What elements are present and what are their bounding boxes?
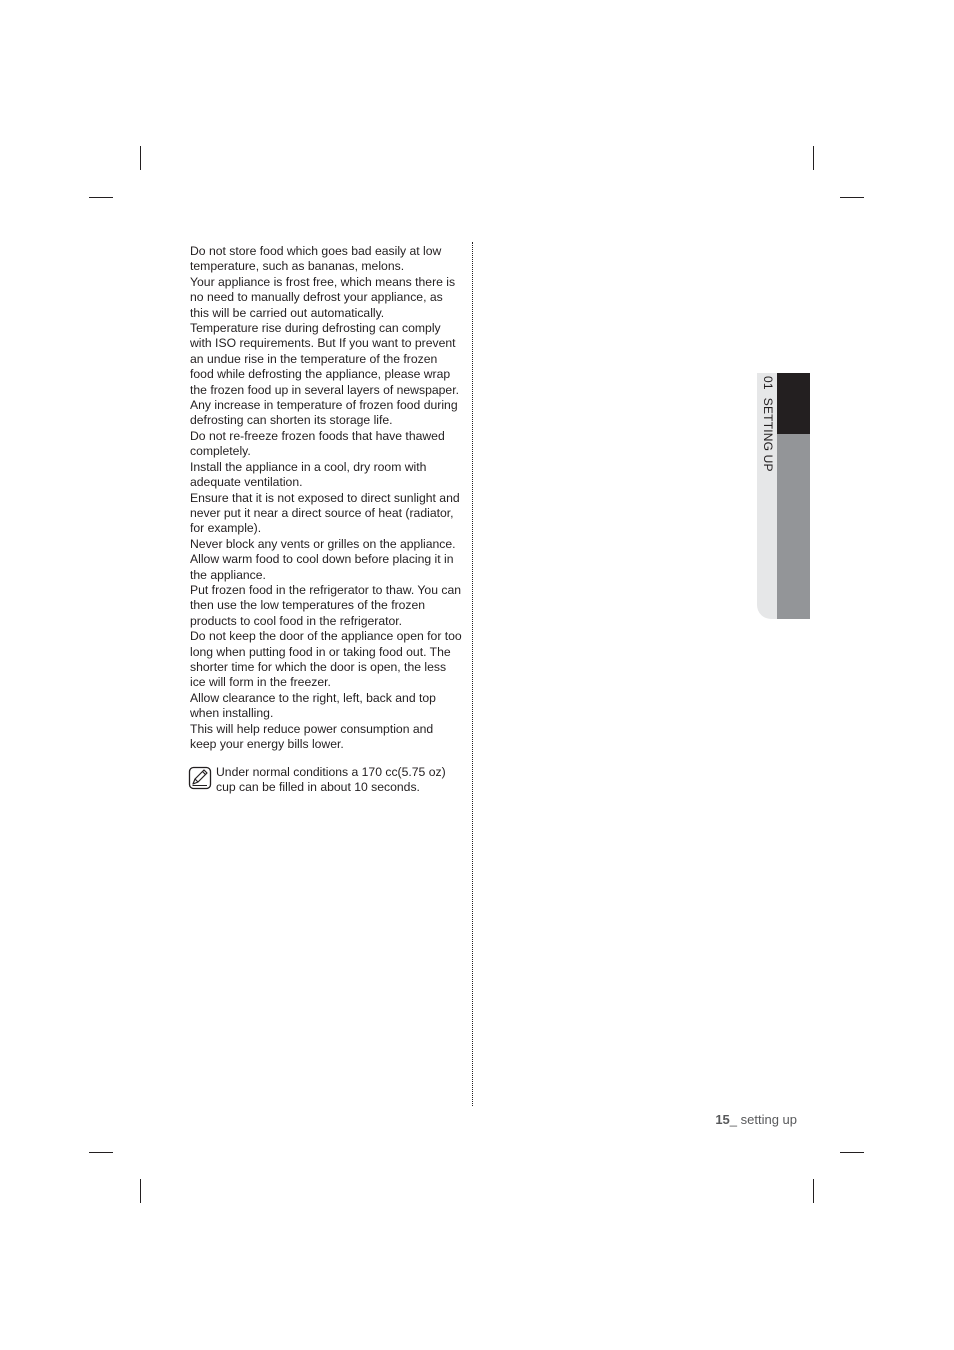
paragraph: Any increase in temperature of frozen food during defrosting can shorten its storage life. <box>190 398 458 428</box>
crop-mark-bottom-right-horizontal <box>840 1152 864 1153</box>
paragraph: Do not re-freeze frozen foods that have thawed completely. <box>190 428 445 459</box>
footer-separator: _ <box>729 1112 741 1127</box>
crop-mark-top-right-vertical <box>813 146 814 170</box>
paragraph: Do not store food which goes bad easily at low temperature, such as bananas, melons. <box>190 244 442 274</box>
crop-mark-bottom-left-vertical <box>140 1179 141 1203</box>
side-tab-label <box>761 376 775 472</box>
crop-mark-top-right-horizontal <box>840 197 864 198</box>
paragraph: Do not keep the door of the appliance open for too long when putting food in or taking food out. The shorter time for which the door is open, the less ice will form in the freezer. <box>190 629 462 690</box>
side-tab-dark-block <box>777 373 810 434</box>
page-number: 15 <box>715 1112 730 1127</box>
page-footer <box>715 1112 797 1127</box>
note-text: Under normal conditions a 170 cc(5.75 oz) cup can be filled in about 10 seconds. <box>216 765 446 794</box>
crop-mark-top-left-vertical <box>140 146 141 170</box>
paragraph: Allow warm food to cool down before placing it in the appliance. <box>190 552 454 582</box>
paragraph: Install the appliance in a cool, dry room with adequate ventilation. <box>190 459 427 490</box>
crop-mark-top-left-horizontal <box>89 197 113 198</box>
column-divider <box>472 242 473 1106</box>
side-tab-title: SETTING UP <box>761 397 775 472</box>
paragraph: Put frozen food in the refrigerator to thaw. You can then use the low temperatures of the frozen products to cool food in the refrigerator. <box>190 582 462 628</box>
paragraph: Ensure that it is not exposed to direct sunlight and never put it near a direct source of heat (radiator, for example). <box>190 490 460 536</box>
side-tab-number: 01 <box>761 376 775 390</box>
note-pencil-icon <box>188 766 212 790</box>
paragraph: This will help reduce power consumption and keep your energy bills lower. <box>190 721 434 751</box>
paragraph: Temperature rise during defrosting can comply with ISO requirements. But If you want to prevent an undue rise in the temperature of the frozen food while defrosting the appliance, please wrap the frozen food up in several layers of newspaper. <box>190 321 459 397</box>
crop-mark-bottom-right-vertical <box>813 1179 814 1203</box>
paragraph: Your appliance is frost free, which means there is no need to manually defrost your appliance, as this will be carried out automatically. <box>190 274 456 320</box>
paragraph: Never block any vents or grilles on the appliance. <box>190 536 456 551</box>
paragraph: Allow clearance to the right, left, back and top when installing. <box>190 690 436 721</box>
crop-mark-bottom-left-horizontal <box>89 1152 113 1153</box>
instructions-column <box>190 244 462 752</box>
note-box <box>188 765 468 795</box>
footer-section: setting up <box>740 1112 797 1127</box>
side-tab-gray-block <box>777 434 810 619</box>
